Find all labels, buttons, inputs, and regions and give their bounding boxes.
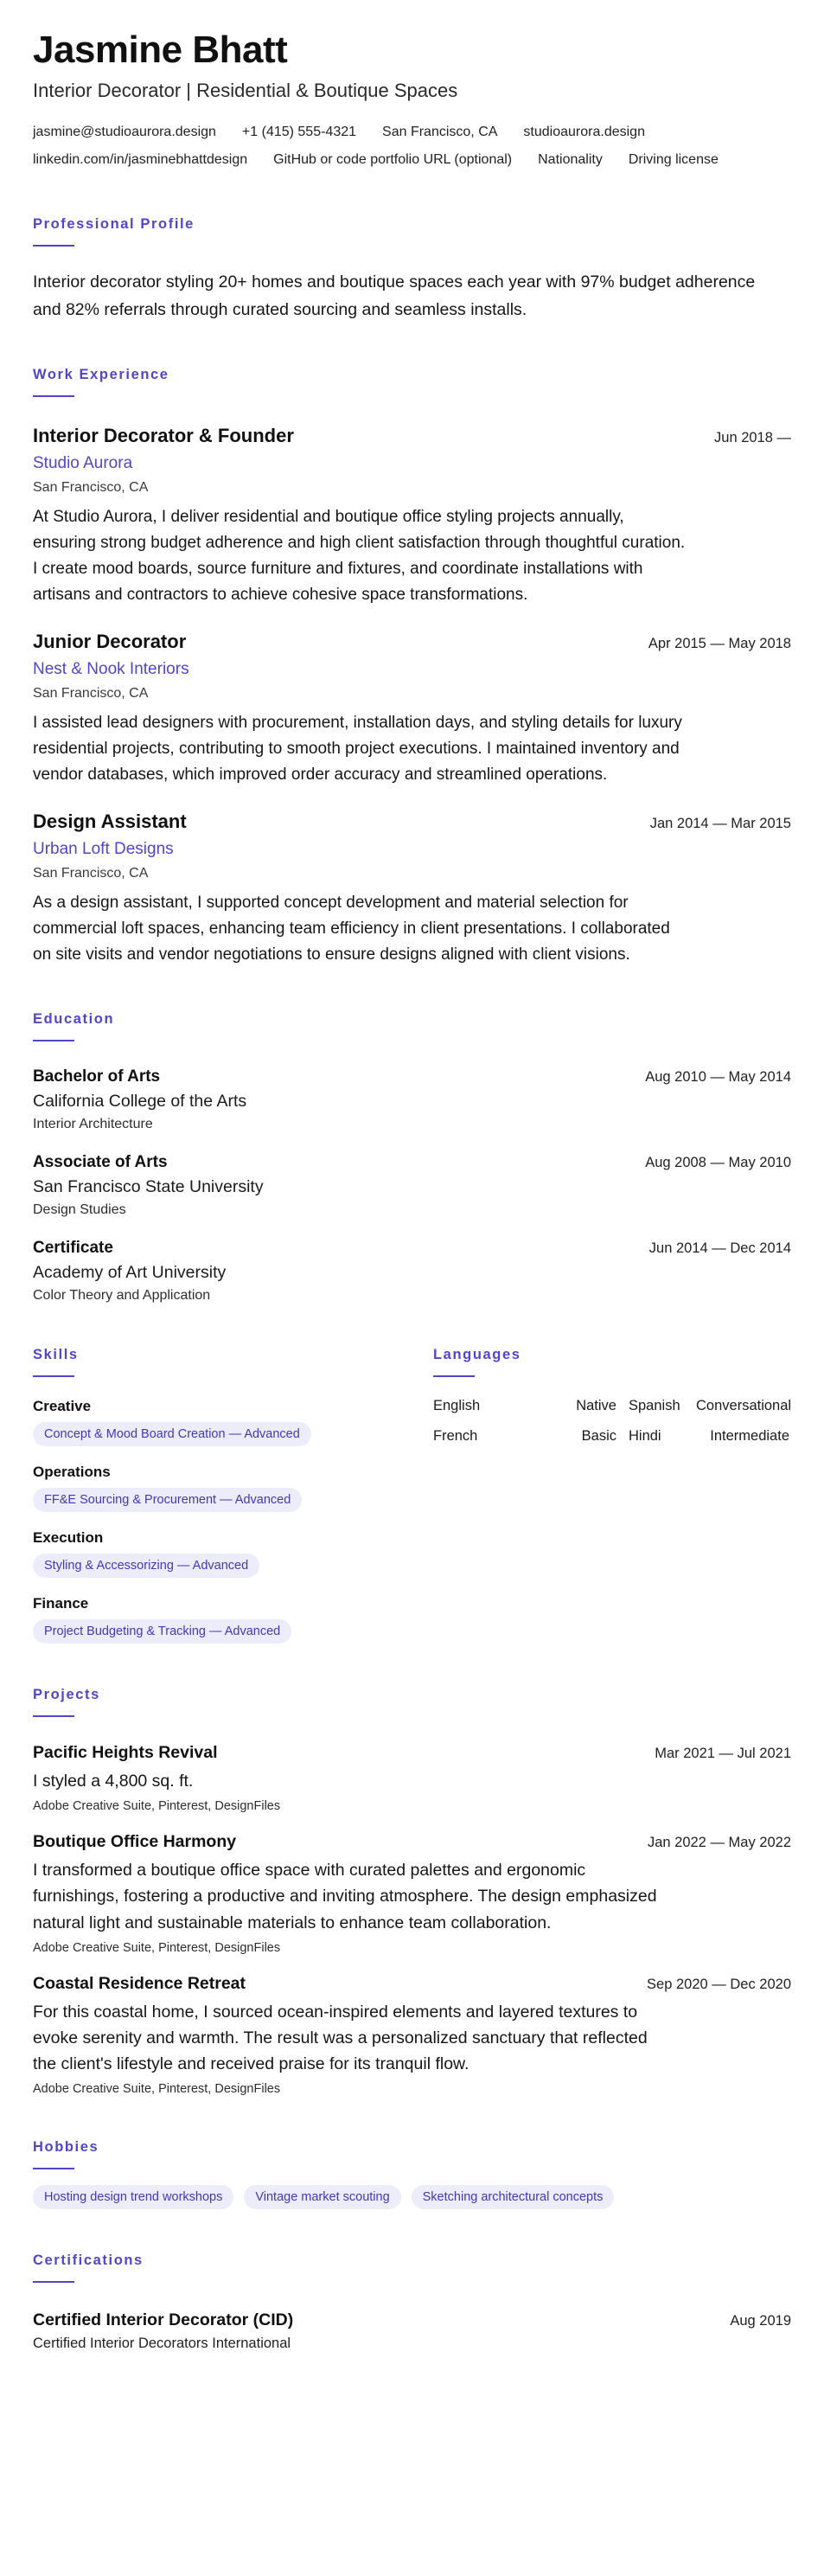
contact-website[interactable]: studioaurora.design bbox=[523, 125, 645, 140]
project-dates: Mar 2021 — Jul 2021 bbox=[655, 1745, 791, 1761]
hobby-tag: Hosting design trend workshops bbox=[33, 2185, 233, 2209]
hobby-list bbox=[33, 2185, 791, 2209]
skill-tag: Project Budgeting & Tracking — Advanced bbox=[33, 1619, 291, 1644]
skill-group bbox=[33, 1595, 433, 1644]
education-entry bbox=[33, 1067, 791, 1132]
job-description: At Studio Aurora, I deliver residential and boutique office styling projects annually, ensuring strong budget adherence and high client satisfaction through thoughtful curation. I create mood boards, source furniture and fixtures, and coordinate installations with artisans and contractors to achieve cohesive space transformations. bbox=[33, 507, 686, 604]
project-description: I styled a 4,800 sq. ft. bbox=[33, 1771, 194, 1791]
projects-section bbox=[33, 1687, 791, 2097]
field-of-study: Color Theory and Application bbox=[33, 1287, 211, 1303]
certification-issuer: Certified Interior Decorators International bbox=[33, 2336, 291, 2352]
job-description: I assisted lead designers with procurement, installation days, and styling details for luxury residential projects, contributing to smooth project executions. I maintained inventory and vendor databases, which improved order accuracy and streamlined operations. bbox=[33, 713, 682, 784]
project-entry bbox=[33, 1743, 791, 1813]
school-name: San Francisco State University bbox=[33, 1176, 264, 1196]
company-name: Studio Aurora bbox=[33, 453, 133, 472]
degree: Associate of Arts bbox=[33, 1152, 168, 1171]
experience-entry bbox=[33, 631, 791, 788]
section-divider bbox=[33, 245, 74, 247]
company-name: Urban Loft Designs bbox=[33, 839, 174, 858]
job-location: San Francisco, CA bbox=[33, 865, 149, 881]
language-level: Intermediate bbox=[710, 1427, 789, 1444]
language-name: French bbox=[433, 1427, 478, 1444]
degree: Certificate bbox=[33, 1238, 113, 1257]
language-row bbox=[433, 1428, 789, 1445]
section-divider bbox=[433, 1375, 475, 1377]
project-entry bbox=[33, 1974, 791, 2097]
degree: Bachelor of Arts bbox=[33, 1067, 161, 1086]
job-title: Junior Decorator bbox=[33, 630, 187, 652]
job-title: Interior Decorator & Founder bbox=[33, 424, 294, 446]
job-dates: Apr 2015 — May 2018 bbox=[648, 635, 791, 651]
project-tools: Adobe Creative Suite, Pinterest, DesignFiles bbox=[33, 1799, 281, 1814]
skill-category: Finance bbox=[33, 1594, 89, 1612]
hobbies-section bbox=[33, 2139, 791, 2209]
job-dates: Jan 2014 — Mar 2015 bbox=[649, 815, 791, 831]
contact-linkedin[interactable]: linkedin.com/in/jasminebhattdesign bbox=[33, 152, 248, 168]
skill-tag: FF&E Sourcing & Procurement — Advanced bbox=[33, 1488, 302, 1512]
language-name: English bbox=[433, 1397, 481, 1413]
education-section bbox=[33, 1011, 791, 1304]
company-name: Nest & Nook Interiors bbox=[33, 659, 189, 678]
project-tools: Adobe Creative Suite, Pinterest, DesignFiles bbox=[33, 1940, 281, 1955]
skill-group bbox=[33, 1529, 433, 1578]
languages-section bbox=[433, 1346, 792, 1644]
experience-entry bbox=[33, 425, 791, 608]
education-dates: Jun 2014 — Dec 2014 bbox=[648, 1240, 791, 1256]
skills-languages-row bbox=[33, 1347, 791, 1644]
profile-summary: Interior decorator styling 20+ homes and boutique spaces each year with 97% budget adherence and 82% referrals through curated sourcing and seamless installs. bbox=[33, 272, 756, 319]
project-entry bbox=[33, 1832, 791, 1955]
education-dates: Aug 2010 — May 2014 bbox=[645, 1068, 791, 1085]
certification-date: Aug 2019 bbox=[730, 2313, 791, 2329]
skill-group bbox=[33, 1398, 433, 1446]
section-divider bbox=[33, 2168, 74, 2169]
hobby-tag: Vintage market scouting bbox=[244, 2185, 400, 2209]
section-title-education: Education bbox=[33, 1010, 115, 1027]
project-description: For this coastal home, I sourced ocean-inspired elements and layered textures to evoke serenity and warmth. The result was a personalized sanctuary that reflected the client's lifestyle and received praise for its tranquil flow. bbox=[33, 2002, 648, 2074]
experience-entry bbox=[33, 811, 791, 968]
contact-location: San Francisco, CA bbox=[382, 125, 498, 140]
project-dates: Sep 2020 — Dec 2020 bbox=[647, 1976, 791, 1992]
contact-email[interactable]: jasmine@studioaurora.design bbox=[33, 125, 216, 140]
contact-driving-license: Driving license bbox=[628, 152, 719, 168]
job-dates: Jun 2018 — bbox=[714, 429, 791, 445]
skill-category: Execution bbox=[33, 1528, 104, 1546]
profile-section bbox=[33, 216, 791, 323]
skills-section bbox=[33, 1347, 433, 1644]
section-title-hobbies: Hobbies bbox=[33, 2139, 99, 2156]
skill-category: Creative bbox=[33, 1397, 92, 1414]
section-title-certifications: Certifications bbox=[33, 2252, 144, 2269]
job-location: San Francisco, CA bbox=[33, 685, 149, 701]
section-title-profile: Professional Profile bbox=[33, 216, 195, 233]
headline: Interior Decorator | Residential & Boutique Spaces bbox=[33, 80, 458, 102]
language-level: Basic bbox=[581, 1427, 616, 1444]
hobby-tag: Sketching architectural concepts bbox=[412, 2185, 615, 2209]
skill-tag: Styling & Accessorizing — Advanced bbox=[33, 1554, 259, 1578]
skill-group bbox=[33, 1464, 433, 1512]
skill-tag: Concept & Mood Board Creation — Advanced bbox=[33, 1422, 311, 1446]
job-title: Design Assistant bbox=[33, 810, 187, 832]
experience-section bbox=[33, 367, 791, 968]
section-title-languages: Languages bbox=[433, 1346, 521, 1362]
school-name: Academy of Art University bbox=[33, 1262, 227, 1282]
certification-entry bbox=[33, 2310, 791, 2352]
section-divider bbox=[33, 1715, 74, 1717]
section-divider bbox=[33, 1375, 74, 1377]
project-title: Boutique Office Harmony bbox=[33, 1832, 237, 1852]
field-of-study: Design Studies bbox=[33, 1201, 126, 1217]
language-level: Conversational bbox=[696, 1397, 792, 1413]
language-name: Hindi bbox=[629, 1427, 661, 1444]
education-dates: Aug 2008 — May 2010 bbox=[645, 1154, 791, 1170]
section-title-projects: Projects bbox=[33, 1686, 100, 1702]
section-title-experience: Work Experience bbox=[33, 366, 169, 382]
project-title: Pacific Heights Revival bbox=[33, 1742, 218, 1762]
job-description: As a design assistant, I supported concept development and material selection for commercial loft spaces, enhancing team efficiency in client presentations. I collaborated on site visits and vendor negotiations to ensure designs aligned with client visions. bbox=[33, 893, 670, 964]
candidate-name: Jasmine Bhatt bbox=[33, 29, 288, 71]
section-title-skills: Skills bbox=[33, 1346, 79, 1362]
project-title: Coastal Residence Retreat bbox=[33, 1973, 246, 1993]
certification-title: Certified Interior Decorator (CID) bbox=[33, 2310, 294, 2330]
language-level: Native bbox=[576, 1397, 616, 1413]
school-name: California College of the Arts bbox=[33, 1091, 247, 1111]
certifications-section bbox=[33, 2252, 791, 2352]
section-divider bbox=[33, 2281, 74, 2283]
contact-portfolio: GitHub or code portfolio URL (optional) bbox=[273, 152, 513, 168]
section-divider bbox=[33, 1040, 74, 1041]
language-row bbox=[433, 1397, 792, 1414]
education-entry bbox=[33, 1153, 791, 1218]
field-of-study: Interior Architecture bbox=[33, 1116, 153, 1131]
contact-phone[interactable]: +1 (415) 555-4321 bbox=[241, 125, 357, 140]
project-description: I transformed a boutique office space with curated palettes and ergonomic furnishings, fostering a productive and inviting atmosphere. The design emphasized natural light and sustainable materials to enhance team collaboration. bbox=[33, 1861, 657, 1932]
job-location: San Francisco, CA bbox=[33, 479, 149, 495]
education-entry bbox=[33, 1239, 791, 1304]
project-tools: Adobe Creative Suite, Pinterest, DesignFiles bbox=[33, 2082, 281, 2097]
section-divider bbox=[33, 395, 74, 397]
skill-category: Operations bbox=[33, 1463, 111, 1480]
language-name: Spanish bbox=[629, 1397, 680, 1413]
contact-list bbox=[33, 125, 725, 168]
contact-nationality: Nationality bbox=[538, 152, 603, 168]
project-dates: Jan 2022 — May 2022 bbox=[647, 1835, 791, 1851]
